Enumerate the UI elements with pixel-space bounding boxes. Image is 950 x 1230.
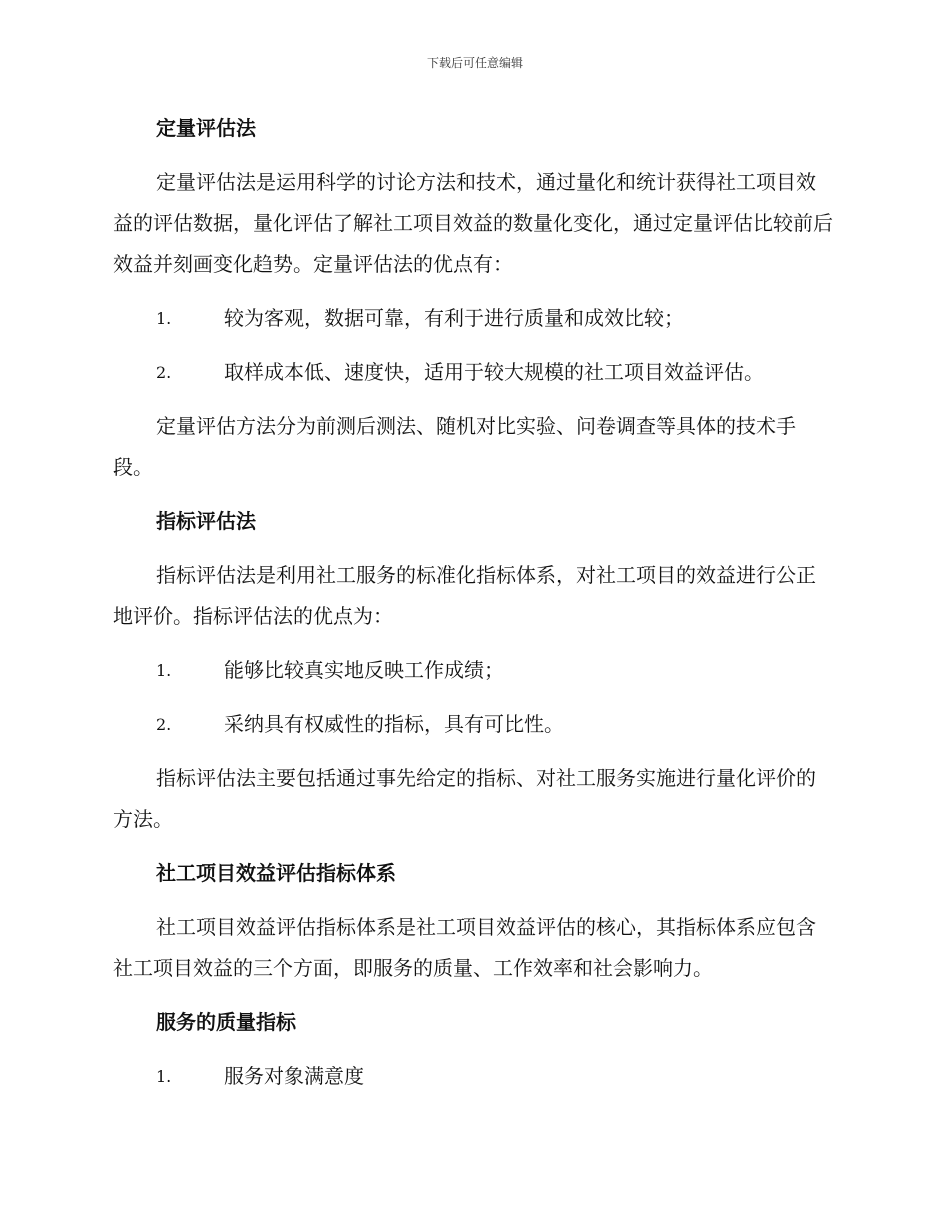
page-header: 下载后可任意编辑 xyxy=(426,56,523,70)
paragraph: 社工项目效益评估指标体系是社工项目效益评估的核心，其指标体系应包含社工项目效益的三个方面，即服务的质量、工作效率和社会影响力。 xyxy=(113,915,816,980)
document-body xyxy=(113,108,835,1110)
paragraph: 指标评估法主要包括通过事先给定的指标、对社工服务实施进行量化评价的方法。 xyxy=(113,766,816,831)
list-item-number: 2. xyxy=(156,363,172,382)
list-item-text: 较为客观，数据可靠，有利于进行质量和成效比较； xyxy=(224,306,684,330)
section-heading: 服务的质量指标 xyxy=(156,1010,296,1034)
paragraph: 定量评估方法分为前测后测法、随机对比实验、问卷调查等具体的技术手段。 xyxy=(113,414,796,479)
list-item xyxy=(113,704,835,745)
paragraph: 指标评估法是利用社工服务的标准化指标体系，对社工项目的效益进行公正地评价。指标评估法的优点为： xyxy=(113,563,816,628)
list-item-number: 2. xyxy=(156,715,172,734)
list-item-number: 1. xyxy=(156,661,172,680)
list-item xyxy=(113,650,835,691)
list-item-text: 取样成本低、速度快，适用于较大规模的社工项目效益评估。 xyxy=(224,360,764,384)
paragraph: 定量评估法是运用科学的讨论方法和技术，通过量化和统计获得社工项目效益的评估数据，量化评估了解社工项目效益的数量化变化，通过定量评估比较前后效益并刻画变化趋势。定量评估法的优点有： xyxy=(113,170,833,276)
list-item-text: 采纳具有权威性的指标，具有可比性。 xyxy=(224,712,564,736)
list-item-number: 1. xyxy=(156,1067,172,1086)
section-heading: 定量评估法 xyxy=(156,116,256,140)
section-heading: 指标评估法 xyxy=(156,509,256,533)
list-item xyxy=(113,298,835,339)
list-item xyxy=(113,1056,835,1097)
list-item-number: 1. xyxy=(156,309,172,328)
list-item xyxy=(113,352,835,393)
list-item-text: 能够比较真实地反映工作成绩； xyxy=(224,658,504,682)
section-heading: 社工项目效益评估指标体系 xyxy=(156,861,396,885)
list-item-text: 服务对象满意度 xyxy=(224,1064,364,1088)
